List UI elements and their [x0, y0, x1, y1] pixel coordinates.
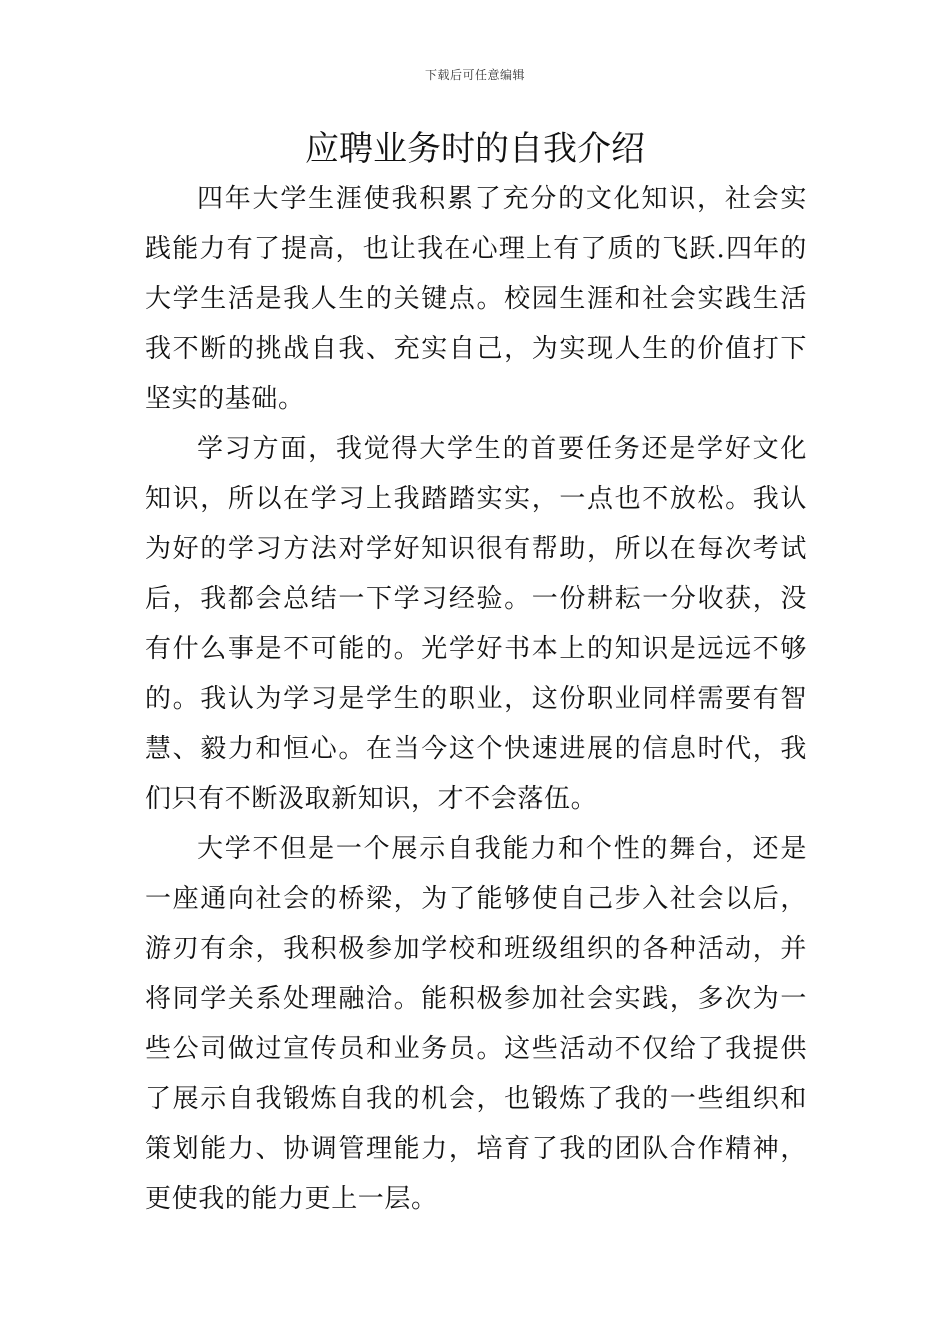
document-title: 应聘业务时的自我介绍	[305, 129, 645, 169]
document-body	[145, 174, 807, 1224]
paragraph-1: 四年大学生涯使我积累了充分的文化知识，社会实践能力有了提高，也让我在心理上有了质的飞跃.四年的大学生活是我人生的关键点。校园生涯和社会实践生活我不断的挑战自我、充实自己，为实现人生的价值打下坚实的基础。	[145, 184, 807, 414]
paragraph-2: 学习方面，我觉得大学生的首要任务还是学好文化知识，所以在学习上我踏踏实实，一点也不放松。我认为好的学习方法对学好知识很有帮助，所以在每次考试后，我都会总结一下学习经验。一份耕耘一分收获，没有什么事是不可能的。光学好书本上的知识是远远不够的。我认为学习是学生的职业，这份职业同样需要有智慧、毅力和恒心。在当今这个快速进展的信息时代，我们只有不断汲取新知识，才不会落伍。	[145, 434, 807, 814]
paragraph-3: 大学不但是一个展示自我能力和个性的舞台，还是一座通向社会的桥梁，为了能够使自己步入社会以后，游刃有余，我积极参加学校和班级组织的各种活动，并将同学关系处理融洽。能积极参加社会实践，多次为一些公司做过宣传员和业务员。这些活动不仅给了我提供了展示自我锻炼自我的机会，也锻炼了我的一些组织和策划能力、协调管理能力，培育了我的团队合作精神，更使我的能力更上一层。	[145, 834, 807, 1214]
header-note: 下载后可任意编辑	[424, 68, 525, 82]
